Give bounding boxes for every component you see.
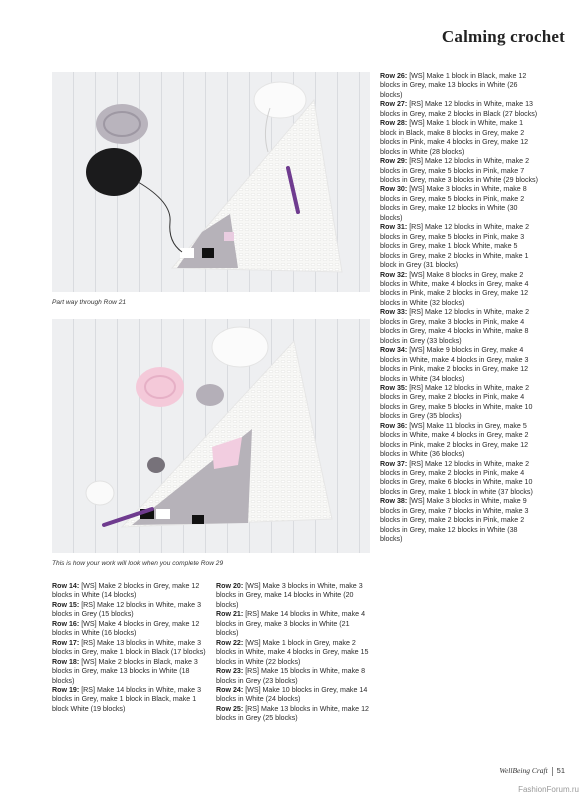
row-instruction: Row 33: [RS] Make 12 blocks in White, make 2 blocks in Grey, make 3 blocks in Pink, make 4 blocks in Grey, make 4 blocks in White, make 8 blocks in Grey (33 blocks) [380,308,530,345]
row-instruction: Row 18: [WS] Make 2 blocks in Black, make 3 blocks in Grey, make 13 blocks in White (18 blocks) [52,657,198,685]
row-instruction: Row 27: [RS] Make 12 blocks in White, make 13 blocks in Grey, make 2 blocks in Black (27 blocks) [380,100,538,118]
photo-1-caption: Part way through Row 21 [52,299,127,306]
row-instruction: Row 23: [RS] Make 15 blocks in White, make 8 blocks in Grey (23 blocks) [216,667,366,685]
page-title: Calming crochet [441,27,565,46]
instructions-column-1 [52,582,210,714]
row-instruction: Row 25: [RS] Make 13 blocks in White, make 12 blocks in Grey (25 blocks) [216,704,369,723]
row-instruction: Row 37: [RS] Make 12 blocks in White, make 2 blocks in Grey, make 2 blocks in Pink, make 4 blocks in Grey, make 6 blocks in White, make 10 blocks in Grey, make 1 block in white (37 blocks) [380,459,533,496]
photo-2-image [52,319,370,553]
photo-1-image [52,72,370,292]
row-instruction: Row 15: [RS] Make 12 blocks in White, make 3 blocks in Grey (15 blocks) [52,600,202,619]
row-instruction: Row 26: [WS] Make 1 block in Black, make 12 blocks in Grey, make 13 blocks in White (26 blocks) [380,72,527,99]
row-instruction: Row 31: [RS] Make 12 blocks in White, make 2 blocks in Grey, make 5 blocks in Pink, make 3 blocks in Grey, make 1 block White, make 5 blocks in Grey, make 2 blocks in White, make 1 block in Grey (31 blocks) [380,223,530,270]
row-instruction: Row 29: [RS] Make 12 blocks in White, make 2 blocks in Grey, make 5 blocks in Pink, make 7 blocks in Grey, make 3 blocks in White (29 blocks) [380,157,538,184]
page-footer [499,766,565,776]
instructions-column-2 [216,582,372,724]
footer-divider [552,767,553,776]
row-instruction: Row 20: [WS] Make 3 blocks in White, make 3 blocks in Grey, make 14 blocks in White (20 blocks) [216,582,363,609]
row-instruction: Row 22: [WS] Make 1 block in Grey, make 2 blocks in White, make 4 blocks in Grey, make 15 blocks in White (22 blocks) [216,638,369,666]
row-instruction: Row 21: [RS] Make 14 blocks in White, make 4 blocks in Grey, make 3 blocks in White (21 blocks) [216,610,366,638]
row-instruction: Row 14: [WS] Make 2 blocks in Grey, make 12 blocks in White (14 blocks) [52,582,200,600]
project-photo-1 [52,72,370,292]
row-instruction: Row 38: [WS] Make 3 blocks in White, make 9 blocks in Grey, make 7 blocks in White, make 3 blocks in Grey, make 2 blocks in Pink, make 2 blocks in Grey, make 12 blocks in White (38 blocks) [380,497,529,544]
page-number: 51 [556,766,565,776]
row-instruction: Row 34: [WS] Make 9 blocks in Grey, make 4 blocks in White, make 4 blocks in Grey, make 3 blocks in Pink, make 2 blocks in Grey, make 12 blocks in White (34 blocks) [380,346,529,383]
photo-2-caption: This is how your work will look when you complete Row 29 [52,560,224,567]
row-instruction: Row 19: [RS] Make 14 blocks in White, make 3 blocks in Grey, make 1 block in Black, make 1 block White (19 blocks) [52,685,202,713]
row-instruction: Row 32: [WS] Make 8 blocks in Grey, make 2 blocks in White, make 4 blocks in Grey, make 4 blocks in Pink, make 2 blocks in Grey, make 12 blocks in White (32 blocks) [380,270,529,307]
row-instruction: Row 35: [RS] Make 12 blocks in White, make 2 blocks in Grey, make 2 blocks in Pink, make 4 blocks in Grey, make 5 blocks in White, make 10 blocks in Grey (35 blocks) [380,383,533,421]
row-instruction: Row 24: [WS] Make 10 blocks in Grey, make 14 blocks in White (24 blocks) [216,685,368,704]
row-instruction: Row 28: [WS] Make 1 block in White, make 1 block in Black, make 8 blocks in Grey, make 2 blocks in Pink, make 4 blocks in Grey, make 12 blocks in White (28 blocks) [380,119,529,156]
row-instruction: Row 36: [WS] Make 11 blocks in Grey, make 5 blocks in White, make 4 blocks in Grey, make 2 blocks in Pink, make 2 blocks in Grey, make 12 blocks in White (36 blocks) [380,421,529,459]
instructions-column-3 [380,72,538,545]
magazine-name: WellBeing Craft [499,766,548,776]
row-instruction: Row 30: [WS] Make 3 blocks in White, make 8 blocks in Grey, make 5 blocks in Pink, make 2 blocks in Grey, make 12 blocks in White (30 blocks) [380,185,527,222]
watermark: FashionForum.ru [518,785,579,794]
project-photo-2 [52,319,370,553]
row-instruction: Row 16: [WS] Make 4 blocks in Grey, make 12 blocks in White (16 blocks) [52,619,200,638]
row-instruction: Row 17: [RS] Make 13 blocks in White, make 3 blocks in Grey, make 1 block in Black (17 blocks) [52,638,206,657]
